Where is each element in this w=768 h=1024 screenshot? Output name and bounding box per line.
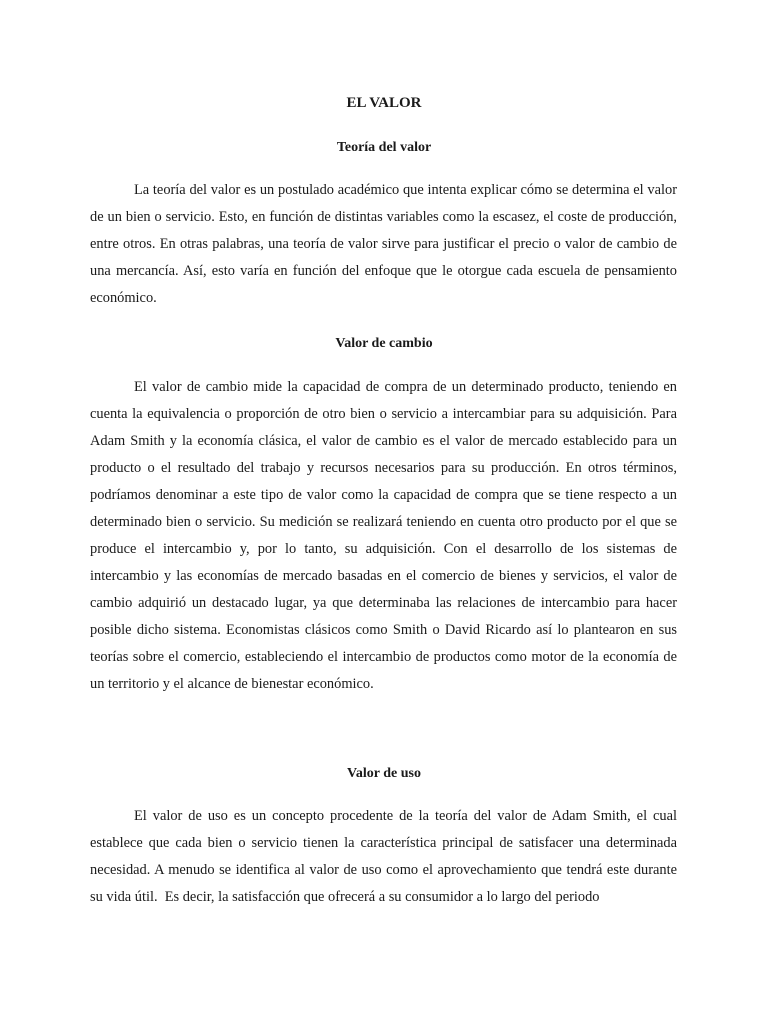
paragraph-teoria-del-valor: La teoría del valor es un postulado académico que intenta explicar cómo se determina el valor de un bien o servicio. Esto, en función de distintas variables como la escasez, el coste de producción, entre otros. En otras palabras, una teoría de valor sirve para justificar el precio o valor de cambio de una mercancía. Así, esto varía en función del enfoque que le otorgue cada escuela de pensamiento económico. [90, 182, 677, 306]
section-heading-teoria-del-valor: Teoría del valor [336, 140, 432, 155]
paragraph-valor-de-cambio: El valor de cambio mide la capacidad de compra de un determinado producto, teniendo en cuenta la equivalencia o proporción de otro bien o servicio a intercambiar para su adquisición. Para Adam Smith y la economía clásica, el valor de cambio es el valor de mercado establecido para un producto o el resultado del trabajo y recursos necesarios para su producción. En otros términos, podríamos denominar a este tipo de valor como la capacidad de compra que se tiene respecto a un determinado bien o servicio. Su medición se realizará teniendo en cuenta otro producto por el que se produce el intercambio y, por lo tanto, su adquisición. Con el desarrollo de los sistemas de intercambio y las economías de mercado basadas en el comercio de bienes y servicios, el valor de cambio adquirió un destacado lugar, ya que determinaba las relaciones de intercambio para hacer posible dicho sistema. Economistas clásicos como Smith o David Ricardo así lo plantearon en sus teorías sobre el comercio, estableciendo el intercambio de productos como motor de la economía de un territorio y el alcance de bienestar económico. [90, 379, 677, 692]
section-heading-valor-de-uso: Valor de uso [347, 766, 421, 781]
section-heading-valor-de-cambio: Valor de cambio [335, 336, 433, 351]
document-title: EL VALOR [346, 95, 422, 111]
paragraph-valor-de-uso: El valor de uso es un concepto procedente de la teoría del valor de Adam Smith, el cual establece que cada bien o servicio tienen la característica principal de satisfacer una determinada necesidad. A menudo se identifica al valor de uso como el aprovechamiento que tendrá este durante su vida útil. Es decir, la satisfacción que ofrecerá a su consumidor a lo largo del periodo [90, 808, 681, 905]
